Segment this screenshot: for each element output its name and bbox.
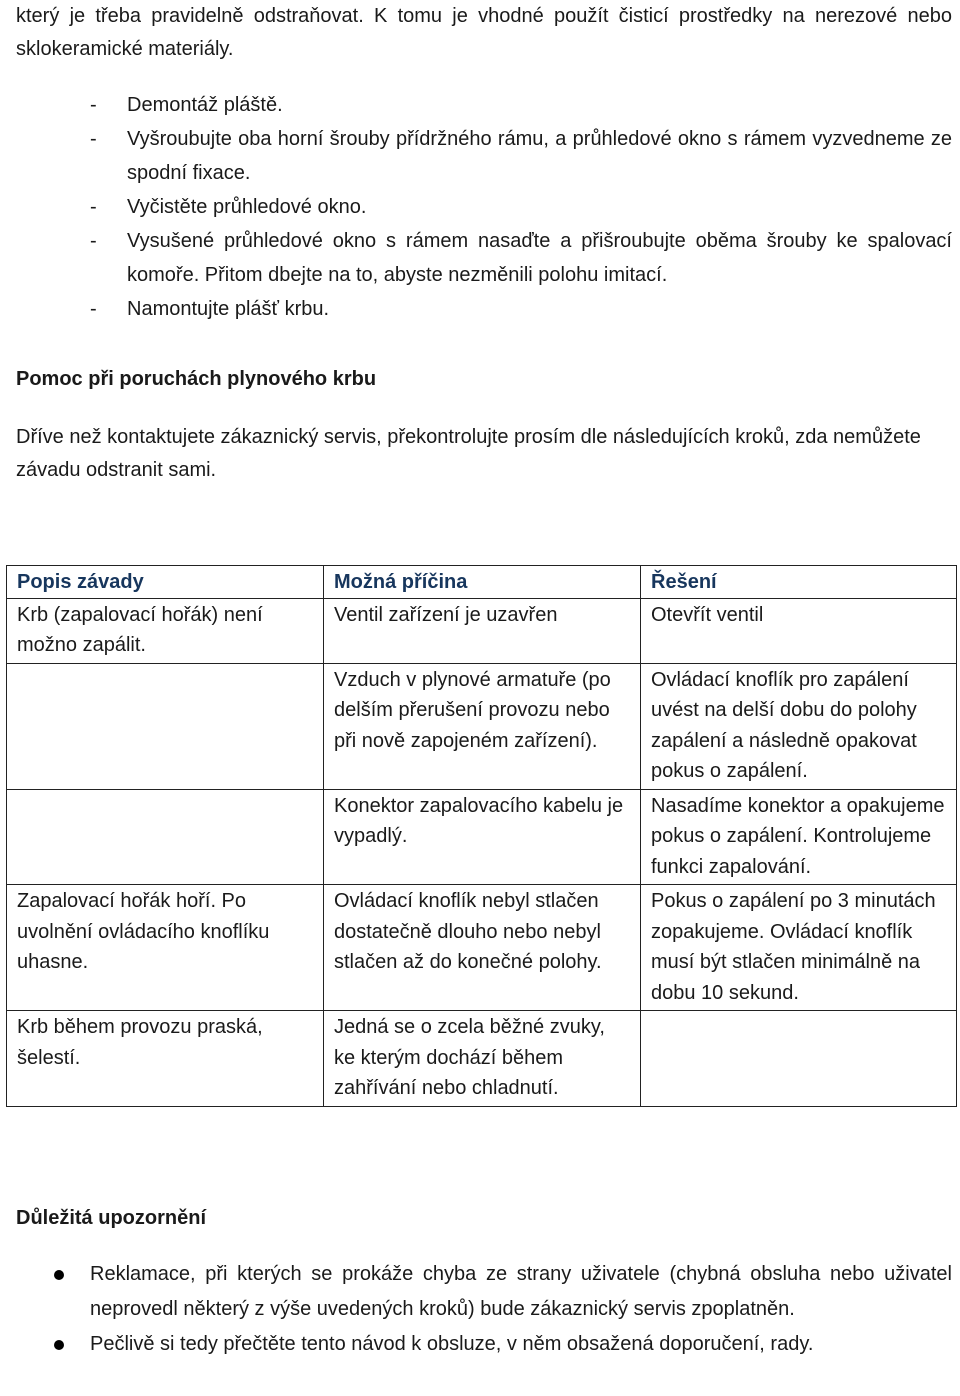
list-item bbox=[50, 1257, 952, 1327]
maintenance-steps-list bbox=[90, 88, 952, 326]
table-cell: Zapalovací hořák hoří. Po uvolnění ovládacího knoflíku uhasne. bbox=[7, 885, 324, 1011]
table-cell bbox=[641, 1011, 957, 1107]
table-row bbox=[7, 885, 957, 1011]
table-cell: Krb (zapalovací hořák) není možno zapálit. bbox=[7, 598, 324, 663]
table-cell: Ventil zařízení je uzavřen bbox=[324, 598, 641, 663]
warnings-list bbox=[50, 1257, 952, 1362]
step-text: Vysušené průhledové okno s rámem nasaďte a přišroubujte oběma šrouby ke spalovací komoře. Přitom dbejte na to, abyste nezměnili polohu imitací. bbox=[127, 230, 952, 286]
table-cell: Jedná se o zcela běžné zvuky, ke kterým dochází během zahřívání nebo chladnutí. bbox=[324, 1011, 641, 1107]
table-header-row bbox=[7, 566, 957, 599]
troubleshooting-table bbox=[6, 565, 957, 1107]
table-row bbox=[7, 598, 957, 663]
step-item bbox=[90, 88, 952, 122]
column-header: Možná příčina bbox=[324, 566, 641, 599]
table-row bbox=[7, 663, 957, 789]
bullet-icon bbox=[54, 1270, 64, 1280]
dash-marker: - bbox=[90, 298, 97, 320]
table-cell bbox=[7, 789, 324, 885]
step-text: Vyčistěte průhledové okno. bbox=[127, 196, 367, 218]
dash-marker: - bbox=[90, 94, 97, 116]
table-cell: Pokus o zapálení po 3 minutách zopakujeme. Ovládací knoflík musí být stlačen minimálně na dobu 10 sekund. bbox=[641, 885, 957, 1011]
warnings-heading: Důležitá upozornění bbox=[16, 1207, 206, 1229]
warning-text: Reklamace, při kterých se prokáže chyba ze strany uživatele (chybná obsluha nebo uživatel neprovedl některý z výše uvedených kroků) bude zákaznický servis zpoplatněn. bbox=[90, 1263, 952, 1320]
troubleshooting-heading: Pomoc při poruchách plynového krbu bbox=[16, 368, 377, 390]
table-cell: Ovládací knoflík nebyl stlačen dostatečně dlouho nebo nebyl stlačen až do konečné polohy. bbox=[324, 885, 641, 1011]
table-row bbox=[7, 1011, 957, 1107]
step-item bbox=[90, 190, 952, 224]
step-text: Demontáž pláště. bbox=[127, 94, 283, 116]
column-header: Popis závady bbox=[7, 566, 324, 599]
table-cell: Konektor zapalovacího kabelu je vypadlý. bbox=[324, 789, 641, 885]
table-cell bbox=[7, 663, 324, 789]
dash-marker: - bbox=[90, 196, 97, 218]
bullet-icon bbox=[54, 1340, 64, 1350]
table-cell: Vzduch v plynové armatuře (po delším přerušení provozu nebo při nově zapojeném zařízení). bbox=[324, 663, 641, 789]
troubleshooting-lead: Dříve než kontaktujete zákaznický servis, překontrolujte prosím dle následujících kroků, zda nemůžete závadu odstranit sami. bbox=[16, 426, 921, 481]
intro-paragraph: který je třeba pravidelně odstraňovat. K tomu je vhodné použít čisticí prostředky na nerezové nebo sklokeramické materiály. bbox=[16, 5, 952, 60]
step-text: Namontujte plášť krbu. bbox=[127, 298, 330, 320]
step-item bbox=[90, 224, 952, 292]
column-header: Řešení bbox=[641, 566, 957, 599]
dash-marker: - bbox=[90, 230, 97, 252]
step-item bbox=[90, 292, 952, 326]
table-row bbox=[7, 789, 957, 885]
dash-marker: - bbox=[90, 128, 97, 150]
table-cell: Ovládací knoflík pro zapálení uvést na delší dobu do polohy zapálení a následně opakovat pokus o zapálení. bbox=[641, 663, 957, 789]
table-cell: Krb během provozu praská, šelestí. bbox=[7, 1011, 324, 1107]
list-item bbox=[50, 1327, 952, 1362]
warning-text: Pečlivě si tedy přečtěte tento návod k obsluze, v něm obsažená doporučení, rady. bbox=[90, 1333, 814, 1355]
step-text: Vyšroubujte oba horní šrouby přídržného rámu, a průhledové okno s rámem vyzvedneme ze spodní fixace. bbox=[127, 128, 952, 184]
table-cell: Nasadíme konektor a opakujeme pokus o zapálení. Kontrolujeme funkci zapalování. bbox=[641, 789, 957, 885]
step-item bbox=[90, 122, 952, 190]
table-cell: Otevřít ventil bbox=[641, 598, 957, 663]
